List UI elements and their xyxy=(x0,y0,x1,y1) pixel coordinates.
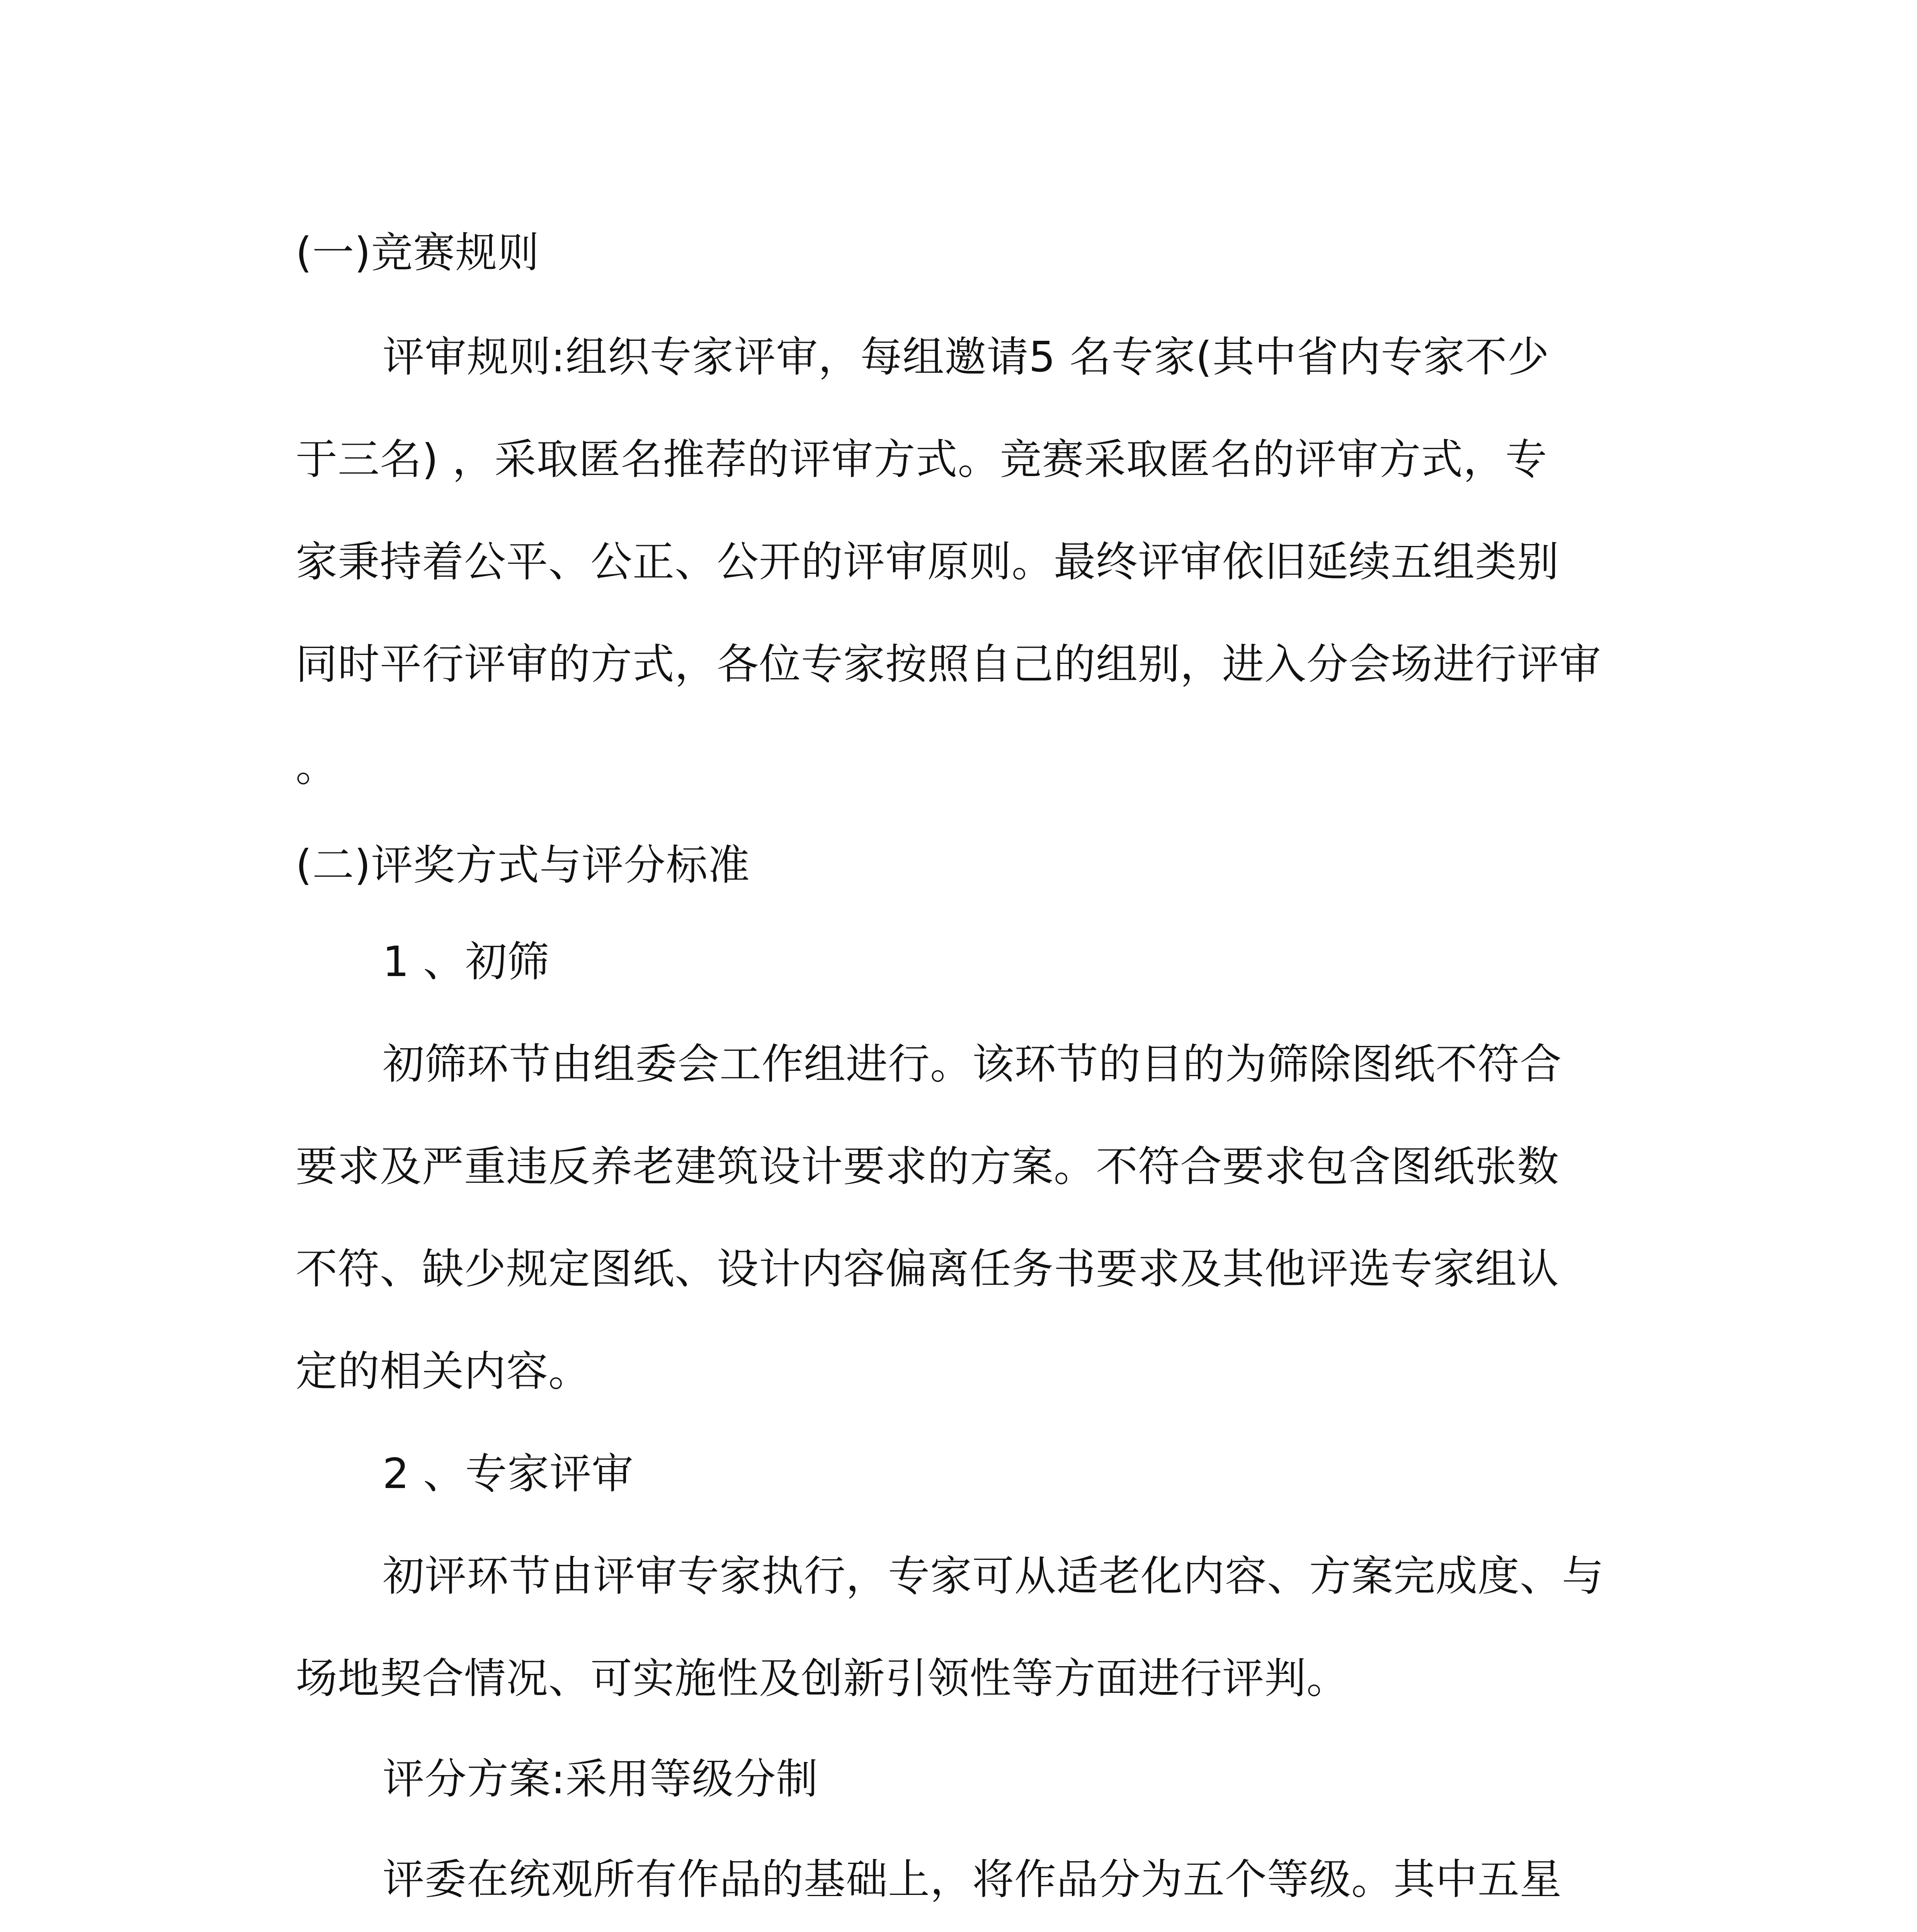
section-heading-rules: (一)竞赛规则 xyxy=(296,229,540,277)
paragraph-line: 初评环节由评审专家执行，专家可从适老化内容、方案完成度、与 xyxy=(383,1552,1604,1600)
paragraph-line: 。 xyxy=(296,743,338,791)
paragraph-line: 同时平行评审的方式，各位专家按照自己的组别，进入分会场进行评审 xyxy=(296,640,1602,689)
subheading-expert-review: 2 、专家评审 xyxy=(383,1450,634,1498)
paragraph-line: 评委在统观所有作品的基础上，将作品分为五个等级。其中五星 xyxy=(383,1855,1562,1904)
paragraph-line: 定的相关内容。 xyxy=(296,1347,591,1396)
paragraph-line: 场地契合情况、可实施性及创新引领性等方面进行评判。 xyxy=(296,1655,1349,1703)
paragraph-line: 不符、缺少规定图纸、设计内容偏离任务书要求及其他评选专家组认 xyxy=(296,1245,1560,1293)
paragraph-line: 要求及严重违反养老建筑设计要求的方案。不符合要求包含图纸张数 xyxy=(296,1143,1560,1191)
paragraph-line: 评审规则:组织专家评审，每组邀请5 名专家(其中省内专家不少 xyxy=(383,333,1550,381)
paragraph-line: 初筛环节由组委会工作组进行。该环节的目的为筛除图纸不符合 xyxy=(383,1040,1562,1088)
paragraph-line: 于三名) ，采取匿名推荐的评审方式。竞赛采取匿名的评审方式，专 xyxy=(296,435,1548,484)
paragraph-line: 家秉持着公平、公正、公开的评审原则。最终评审依旧延续五组类别 xyxy=(296,538,1560,586)
subheading-screening: 1 、初筛 xyxy=(383,938,550,986)
section-heading-awards: (二)评奖方式与评分标准 xyxy=(296,841,750,889)
subheading-scoring: 评分方案:采用等级分制 xyxy=(383,1755,818,1803)
